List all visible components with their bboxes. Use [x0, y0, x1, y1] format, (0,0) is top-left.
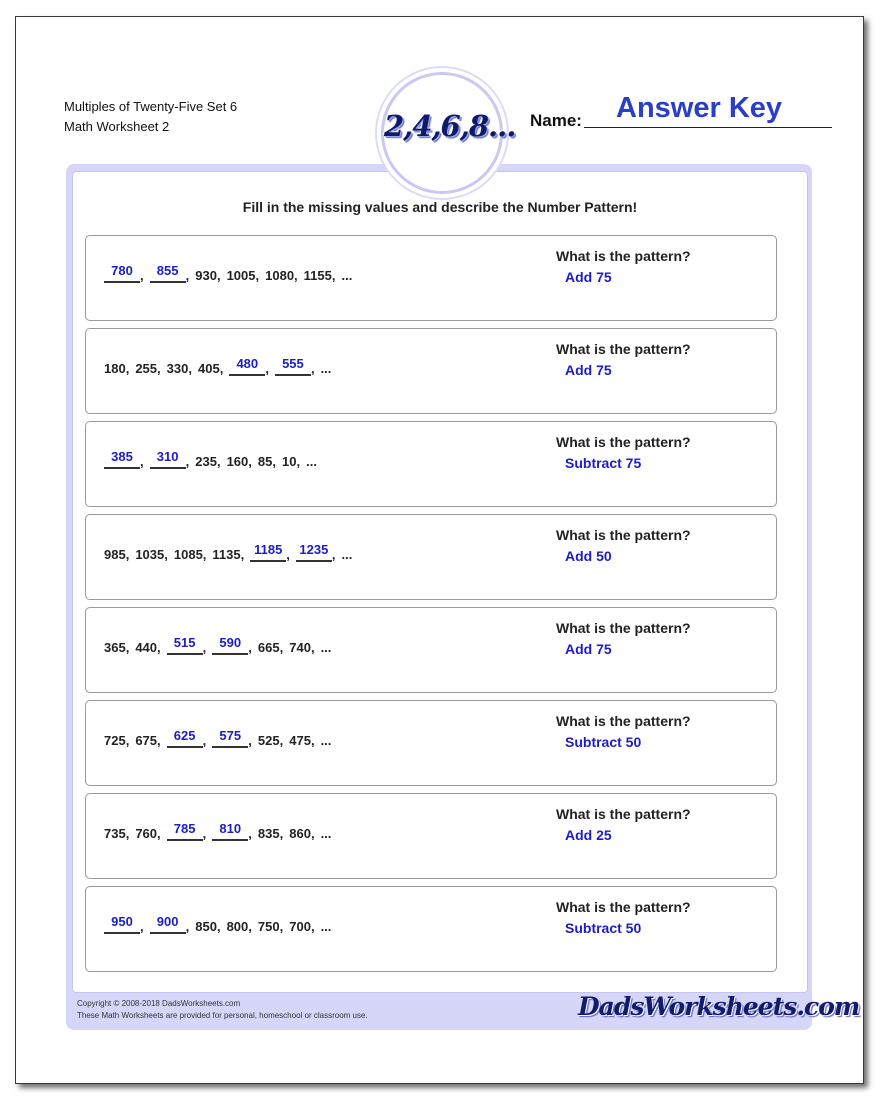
pattern-question: What is the pattern?: [556, 341, 691, 357]
comma-separator: ,: [279, 919, 284, 934]
sequence-term: 475: [289, 733, 311, 748]
comma-separator: ,: [202, 733, 207, 748]
pattern-question: What is the pattern?: [556, 527, 691, 543]
sequence-term: 440: [135, 640, 158, 655]
sequence-term: 405: [197, 361, 220, 376]
answer-key-text: Answer Key: [616, 92, 783, 124]
answer-blank: 780: [104, 263, 140, 283]
sequence-term: 850: [195, 919, 217, 934]
number-sequence: [104, 263, 352, 283]
answer-blank: 900: [150, 914, 186, 934]
problem-row: [85, 607, 777, 693]
comma-separator: ,: [125, 547, 130, 562]
sequence-term: 985: [104, 547, 126, 562]
answer-blank: 785: [167, 821, 203, 841]
comma-separator: ,: [286, 547, 290, 562]
sequence-term: ...: [341, 268, 353, 283]
sequence-term: 860: [289, 826, 311, 841]
sequence-term: 525: [257, 733, 280, 748]
sequence-term: 1135: [212, 547, 241, 562]
comma-separator: ,: [157, 733, 161, 748]
pattern-answer: Add 75: [565, 362, 612, 378]
problem-row: [85, 235, 777, 321]
comma-separator: ,: [202, 640, 207, 655]
comma-separator: ,: [185, 268, 190, 283]
sequence-term: ...: [320, 361, 332, 376]
comma-separator: ,: [272, 454, 276, 469]
sequence-term: 1035: [135, 547, 165, 562]
sequence-term: ...: [320, 733, 332, 748]
pattern-question: What is the pattern?: [556, 434, 691, 450]
comma-separator: ,: [310, 733, 315, 748]
comma-separator: ,: [310, 919, 315, 934]
number-sequence: [104, 635, 331, 655]
usage-notice: These Math Worksheets are provided for personal, homeschool or classroom use.: [77, 1011, 368, 1020]
sequence-term: ...: [320, 919, 332, 934]
name-line: [584, 127, 832, 128]
comma-separator: ,: [248, 919, 252, 934]
logo-badge: [381, 72, 516, 194]
answer-blank: 385: [104, 449, 140, 469]
sequence-term: 1005: [226, 268, 256, 283]
sequence-term: 1155: [303, 268, 332, 283]
number-sequence: [104, 728, 331, 748]
problem-row: [85, 700, 777, 786]
comma-separator: ,: [248, 826, 252, 841]
sequence-term: 800: [226, 919, 249, 934]
answer-blank: 950: [104, 914, 140, 934]
comma-separator: ,: [240, 547, 245, 562]
comma-separator: ,: [216, 919, 221, 934]
pattern-answer: Add 75: [565, 269, 612, 285]
answer-blank: 1235: [296, 542, 332, 562]
sequence-term: 740: [289, 640, 311, 655]
comma-separator: ,: [216, 268, 221, 283]
sequence-term: 365: [104, 640, 126, 655]
sequence-term: 665: [257, 640, 280, 655]
number-sequence: [104, 542, 352, 562]
answer-blank: 810: [212, 821, 248, 841]
comma-separator: ,: [279, 733, 284, 748]
answer-blank: 310: [150, 449, 186, 469]
answer-blank: 855: [150, 263, 186, 283]
comma-separator: ,: [279, 826, 284, 841]
number-sequence: [104, 914, 331, 934]
pattern-answer: Subtract 50: [565, 920, 642, 936]
pattern-question: What is the pattern?: [556, 248, 691, 264]
answer-blank: 480: [229, 356, 265, 376]
worksheet-page: [15, 16, 864, 1084]
sequence-term: 760: [135, 826, 158, 841]
answer-blank: 590: [212, 635, 248, 655]
name-label: Name:: [530, 111, 582, 130]
instructions: Fill in the missing values and describe the Number Pattern!: [242, 199, 638, 215]
comma-separator: ,: [202, 826, 207, 841]
comma-separator: ,: [310, 640, 315, 655]
sequence-term: 750: [257, 919, 280, 934]
answer-blank: 1185: [250, 542, 286, 562]
comma-separator: ,: [140, 268, 144, 283]
pattern-answer: Add 75: [565, 641, 612, 657]
title-line-2: Math Worksheet 2: [64, 119, 170, 134]
problem-row: [85, 514, 777, 600]
comma-separator: ,: [140, 454, 144, 469]
sequence-term: 1080: [265, 268, 295, 283]
copyright-line: Copyright © 2008-2018 DadsWorksheets.com: [77, 999, 241, 1008]
pattern-answer: Subtract 75: [565, 455, 642, 471]
comma-separator: ,: [279, 640, 284, 655]
pattern-question: What is the pattern?: [556, 620, 691, 636]
sequence-term: 160: [226, 454, 249, 469]
comma-separator: ,: [294, 268, 298, 283]
sequence-term: 330: [166, 361, 189, 376]
comma-separator: ,: [125, 640, 130, 655]
sequence-term: 735: [104, 826, 126, 841]
answer-blank: 515: [167, 635, 203, 655]
worksheet-frame: [66, 164, 860, 1030]
sequence-term: 235: [195, 454, 217, 469]
sequence-term: ...: [320, 640, 332, 655]
title-line-1: Multiples of Twenty-Five Set 6: [64, 99, 238, 114]
comma-separator: ,: [125, 733, 130, 748]
pattern-answer: Add 50: [565, 548, 612, 564]
number-sequence: [104, 821, 331, 841]
pattern-question: What is the pattern?: [556, 713, 691, 729]
copyright-notice: [77, 998, 368, 1022]
sequence-term: ...: [341, 547, 353, 562]
comma-separator: ,: [219, 361, 224, 376]
comma-separator: ,: [248, 454, 252, 469]
sequence-term: 1085: [173, 547, 203, 562]
comma-separator: ,: [140, 919, 144, 934]
pattern-question: What is the pattern?: [556, 899, 691, 915]
problem-row: [85, 793, 777, 879]
comma-separator: ,: [248, 640, 252, 655]
comma-separator: ,: [185, 919, 190, 934]
sequence-term: 675: [135, 733, 158, 748]
comma-separator: ,: [331, 547, 336, 562]
problem-row: [85, 421, 777, 507]
comma-separator: ,: [188, 361, 192, 376]
sequence-term: 10: [282, 454, 297, 469]
sequence-term: ...: [306, 454, 317, 469]
sequence-term: ...: [320, 826, 332, 841]
comma-separator: ,: [157, 361, 161, 376]
sequence-term: 700: [289, 919, 311, 934]
comma-separator: ,: [157, 826, 161, 841]
number-sequence: [104, 449, 317, 469]
comma-separator: ,: [296, 454, 301, 469]
answer-blank: 555: [275, 356, 311, 376]
comma-separator: ,: [331, 268, 336, 283]
comma-separator: ,: [248, 733, 252, 748]
logo-text: 2,4,6,8...: [384, 109, 516, 143]
comma-separator: ,: [125, 826, 130, 841]
comma-separator: ,: [125, 361, 130, 376]
sequence-term: 255: [135, 361, 158, 376]
pattern-answer: Subtract 50: [565, 734, 642, 750]
number-sequence: [104, 356, 331, 376]
problem-row: [85, 886, 777, 972]
sequence-term: 835: [257, 826, 280, 841]
comma-separator: ,: [216, 454, 221, 469]
pattern-answer: Add 25: [565, 827, 612, 843]
comma-separator: ,: [157, 640, 161, 655]
sequence-term: 85: [257, 454, 273, 469]
comma-separator: ,: [255, 268, 260, 283]
answer-blank: 625: [167, 728, 203, 748]
problems-panel: [72, 171, 808, 993]
comma-separator: ,: [310, 361, 315, 376]
brand-logo: DadsWorksheets.com: [578, 992, 860, 1021]
answer-blank: 575: [212, 728, 248, 748]
comma-separator: ,: [185, 454, 190, 469]
comma-separator: ,: [265, 361, 269, 376]
problem-row: [85, 328, 777, 414]
pattern-question: What is the pattern?: [556, 806, 691, 822]
sequence-term: 930: [195, 268, 217, 283]
worksheet-title: [64, 97, 237, 137]
sequence-term: 180: [104, 361, 126, 376]
comma-separator: ,: [310, 826, 315, 841]
comma-separator: ,: [164, 547, 168, 562]
sequence-term: 725: [104, 733, 126, 748]
comma-separator: ,: [202, 547, 207, 562]
